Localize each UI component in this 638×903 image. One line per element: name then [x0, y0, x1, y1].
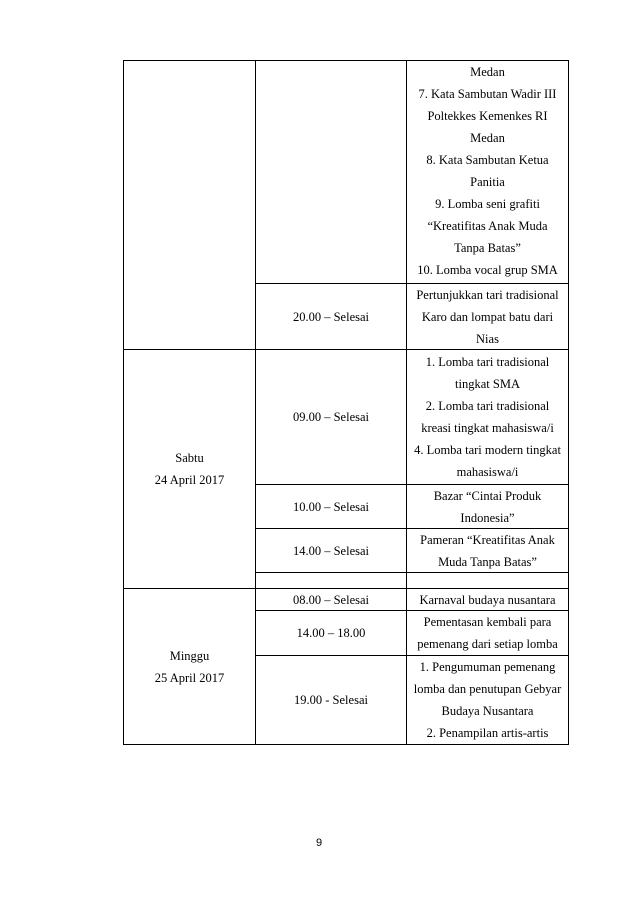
activity-cell: [407, 589, 568, 610]
rule-right: [568, 60, 569, 745]
activity-line: lomba dan penutupan Gebyar: [413, 682, 562, 696]
activity-line: Bazar “Cintai Produk: [433, 488, 542, 503]
page-number: 9: [315, 837, 323, 849]
activity-line: 1. Lomba tari tradisional: [425, 355, 550, 369]
activity-line: Panitia: [470, 175, 505, 189]
activity-line: Muda Tanpa Batas”: [438, 554, 537, 569]
time-cell: [256, 656, 406, 744]
time-cell: [256, 611, 406, 655]
activity-line: 2. Penampilan artis-artis: [426, 726, 549, 740]
time-text: 14.00 – Selesai: [292, 543, 370, 558]
activity-line: mahasiswa/i: [456, 465, 519, 479]
activity-cell: [407, 485, 568, 528]
activity-line: Nias: [476, 331, 499, 346]
time-cell: [256, 350, 406, 484]
activity-line: tingkat SMA: [455, 377, 520, 391]
activity-line: Budaya Nusantara: [441, 704, 534, 718]
activity-line: 7. Kata Sambutan Wadir III: [418, 87, 557, 101]
continuation-activities: [407, 61, 568, 283]
activity-line: Pementasan kembali para: [423, 615, 552, 629]
activity-line: Poltekkes Kemenkes RI: [427, 109, 548, 123]
time-text: 20.00 – Selesai: [292, 309, 370, 324]
activity-line: 2. Lomba tari tradisional: [425, 399, 550, 413]
activity-line: Medan: [470, 65, 505, 79]
activity-cell: [407, 529, 568, 572]
time-text: 10.00 – Selesai: [292, 499, 370, 514]
activity-line: Tanpa Batas”: [454, 241, 521, 255]
time-text: 08.00 – Selesai: [292, 592, 370, 607]
time-cell: [256, 529, 406, 572]
day-date: 25 April 2017: [154, 670, 225, 685]
day-name: Sabtu: [175, 451, 204, 465]
day-cell-saturday: [124, 350, 255, 588]
day-name: Minggu: [169, 648, 210, 663]
activity-line: 8. Kata Sambutan Ketua: [426, 153, 549, 167]
time-text: 19.00 - Selesai: [294, 693, 368, 707]
activity-line: Medan: [470, 131, 505, 145]
time-cell: [256, 589, 406, 610]
activity-line: Indonesia”: [460, 510, 515, 525]
activity-line: Pameran “Kreatifitas Anak: [420, 532, 555, 547]
activity-line: Pertunjukkan tari tradisional: [416, 287, 559, 302]
activity-line: pemenang dari setiap lomba: [417, 637, 558, 651]
time-text: 09.00 – Selesai: [292, 410, 370, 424]
activity-line: 10. Lomba vocal grup SMA: [417, 263, 558, 277]
time-cell: [256, 485, 406, 528]
schedule-table: [123, 60, 569, 745]
activity-cell: [407, 611, 568, 655]
time-cell: [256, 284, 406, 349]
activity-line: 9. Lomba seni grafiti: [435, 197, 540, 211]
activity-line: 1. Pengumuman pemenang: [419, 660, 556, 674]
activity-line: Karnaval budaya nusantara: [419, 592, 556, 607]
activity-cell: [407, 350, 568, 484]
day-cell-sunday: [124, 589, 255, 744]
activity-line: Karo dan lompat batu dari: [421, 309, 554, 324]
activity-cell: [407, 656, 568, 744]
activity-cell: [407, 284, 568, 349]
time-text: 14.00 – 18.00: [296, 626, 366, 640]
activity-line: “Kreatifitas Anak Muda: [427, 219, 548, 233]
activity-line: 4. Lomba tari modern tingkat: [414, 443, 561, 457]
rule-bottom: [123, 744, 569, 745]
activity-line: kreasi tingkat mahasiswa/i: [421, 421, 554, 435]
day-date: 24 April 2017: [154, 473, 225, 487]
